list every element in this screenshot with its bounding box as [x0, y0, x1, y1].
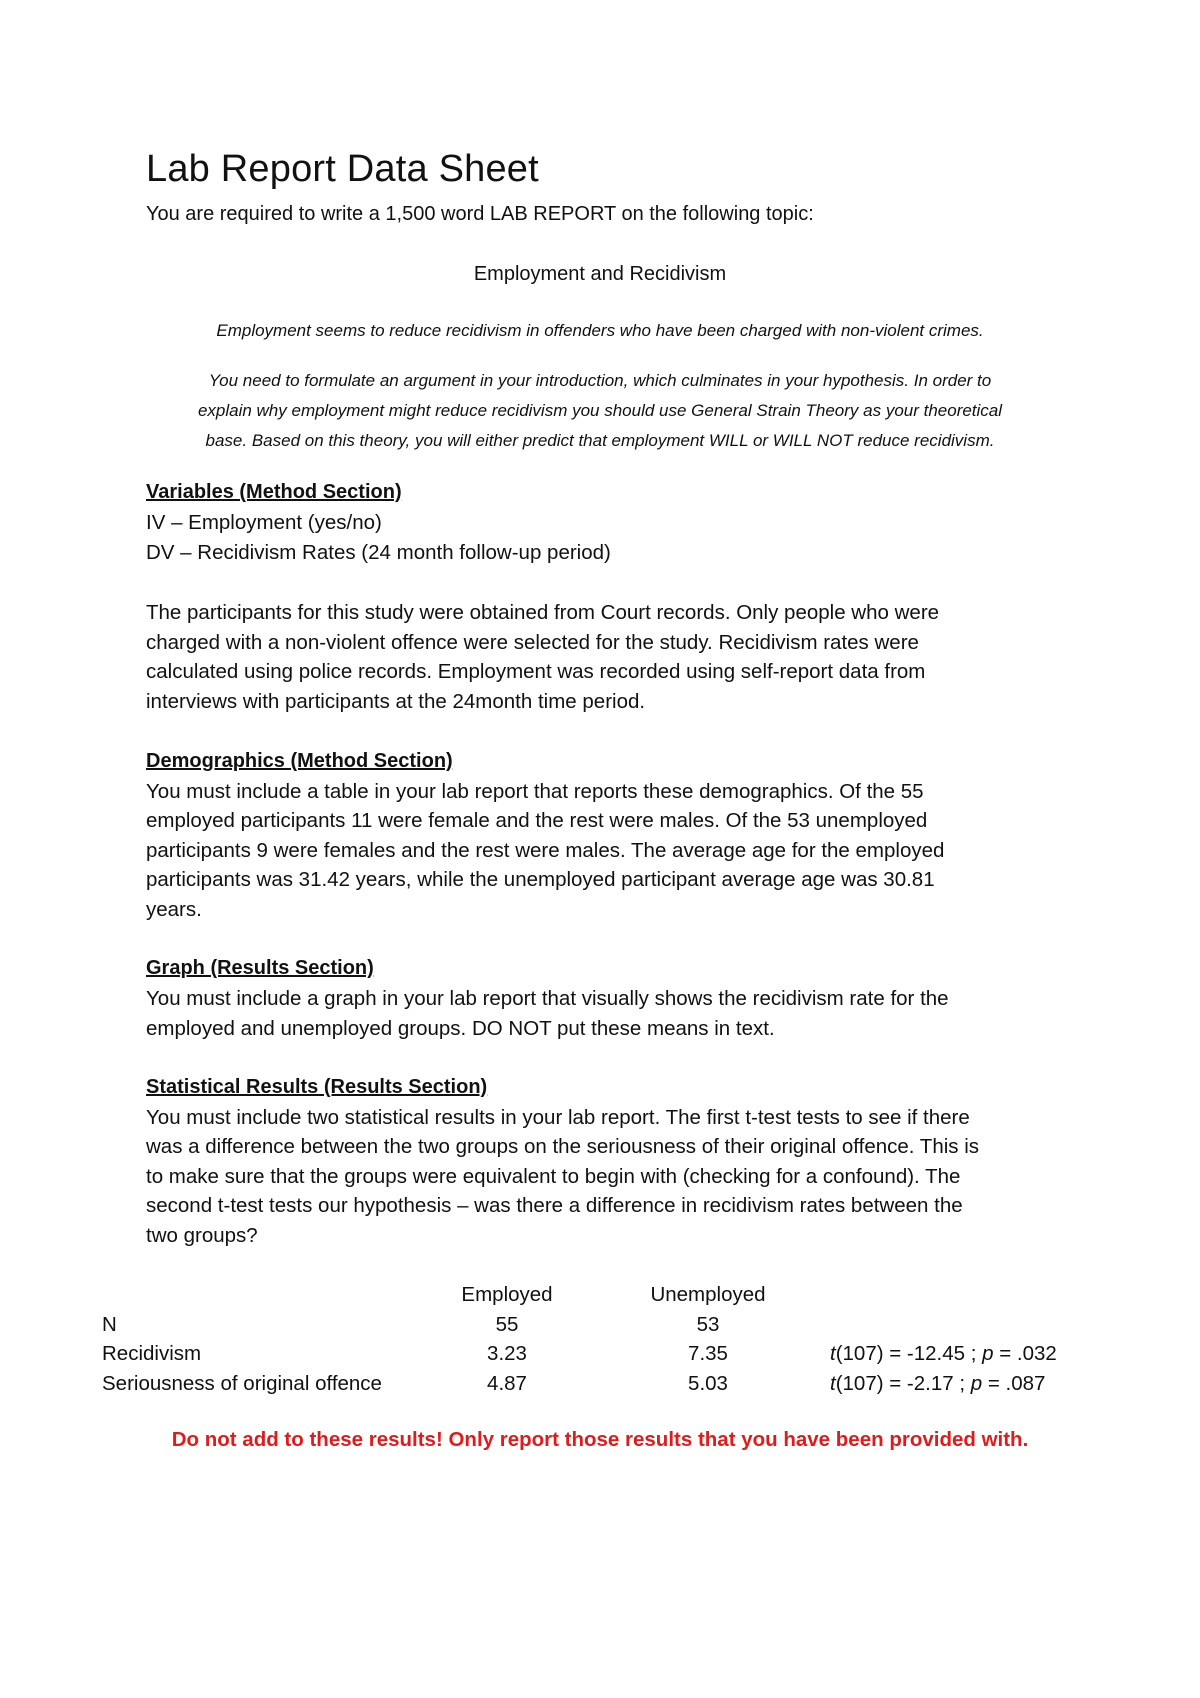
demographics-line: employed participants 11 were female and the rest were males. Of the 53 unemployed [146, 809, 928, 832]
dv-text: DV – Recidivism Rates (24 month follow-up period) [146, 541, 611, 564]
intro-text: You are required to write a 1,500 word LAB REPORT on the following topic: [146, 203, 814, 225]
t-test-result: t(107) = -12.45 ; p = .032 [830, 1342, 1057, 1365]
instruction-line: You need to formulate an argument in your introduction, which culminates in your hypothesis. In order to [208, 371, 992, 390]
variables-heading: Variables (Method Section) [146, 481, 402, 503]
participants-line: calculated using police records. Employment was recorded using self-report data from [146, 660, 926, 683]
t-test-result: t(107) = -2.17 ; p = .087 [830, 1372, 1046, 1395]
graph-line: employed and unemployed groups. DO NOT put these means in text. [146, 1017, 775, 1040]
participants-line: interviews with participants at the 24month time period. [146, 690, 646, 713]
participants-line: charged with a non-violent offence were selected for the study. Recidivism rates were [146, 631, 919, 654]
demographics-line: participants was 31.42 years, while the unemployed participant average age was 30.81 [146, 868, 935, 891]
unemployed-value: 53 [696, 1313, 720, 1336]
statistical-line: to make sure that the groups were equivalent to begin with (checking for a confound). The [146, 1165, 961, 1188]
unemployed-value: 5.03 [688, 1372, 728, 1395]
topic-title: Employment and Recidivism [473, 263, 727, 285]
row-label: Recidivism [102, 1342, 202, 1365]
statistical-heading: Statistical Results (Results Section) [146, 1076, 488, 1098]
instruction-line: explain why employment might reduce recidivism you should use General Strain Theory as your theoretical [197, 401, 1003, 420]
demographics-line: You must include a table in your lab report that reports these demographics. Of the 55 [146, 780, 924, 803]
statistical-line: You must include two statistical results in your lab report. The first t-test tests to see if there [146, 1106, 970, 1129]
premise-text: Employment seems to reduce recidivism in offenders who have been charged with non-violent crimes. [216, 321, 984, 340]
statistical-line: two groups? [146, 1224, 258, 1247]
graph-line: You must include a graph in your lab report that visually shows the recidivism rate for the [146, 987, 949, 1010]
instruction-line: base. Based on this theory, you will either predict that employment WILL or WILL NOT reduce recidivism. [205, 431, 995, 450]
statistical-line: second t-test tests our hypothesis – was there a difference in recidivism rates between the [146, 1194, 963, 1217]
header-unemployed: Unemployed [650, 1283, 766, 1306]
demographics-line: participants 9 were females and the rest were males. The average age for the employed [146, 839, 945, 862]
participants-line: The participants for this study were obtained from Court records. Only people who were [146, 601, 940, 624]
unemployed-value: 7.35 [688, 1342, 728, 1365]
statistical-line: was a difference between the two groups on the seriousness of their original offence. This is [146, 1135, 980, 1158]
employed-value: 4.87 [487, 1372, 527, 1395]
row-label: Seriousness of original offence [102, 1372, 382, 1395]
iv-text: IV – Employment (yes/no) [146, 511, 382, 534]
employed-value: 55 [495, 1313, 519, 1336]
demographics-line: years. [146, 898, 202, 921]
employed-value: 3.23 [487, 1342, 527, 1365]
page-title: Lab Report Data Sheet [146, 148, 539, 190]
demographics-heading: Demographics (Method Section) [146, 750, 453, 772]
warning-note: Do not add to these results! Only report those results that you have been provided with. [171, 1428, 1029, 1451]
row-label: N [102, 1313, 117, 1336]
graph-heading: Graph (Results Section) [146, 957, 374, 979]
header-employed: Employed [461, 1283, 553, 1306]
